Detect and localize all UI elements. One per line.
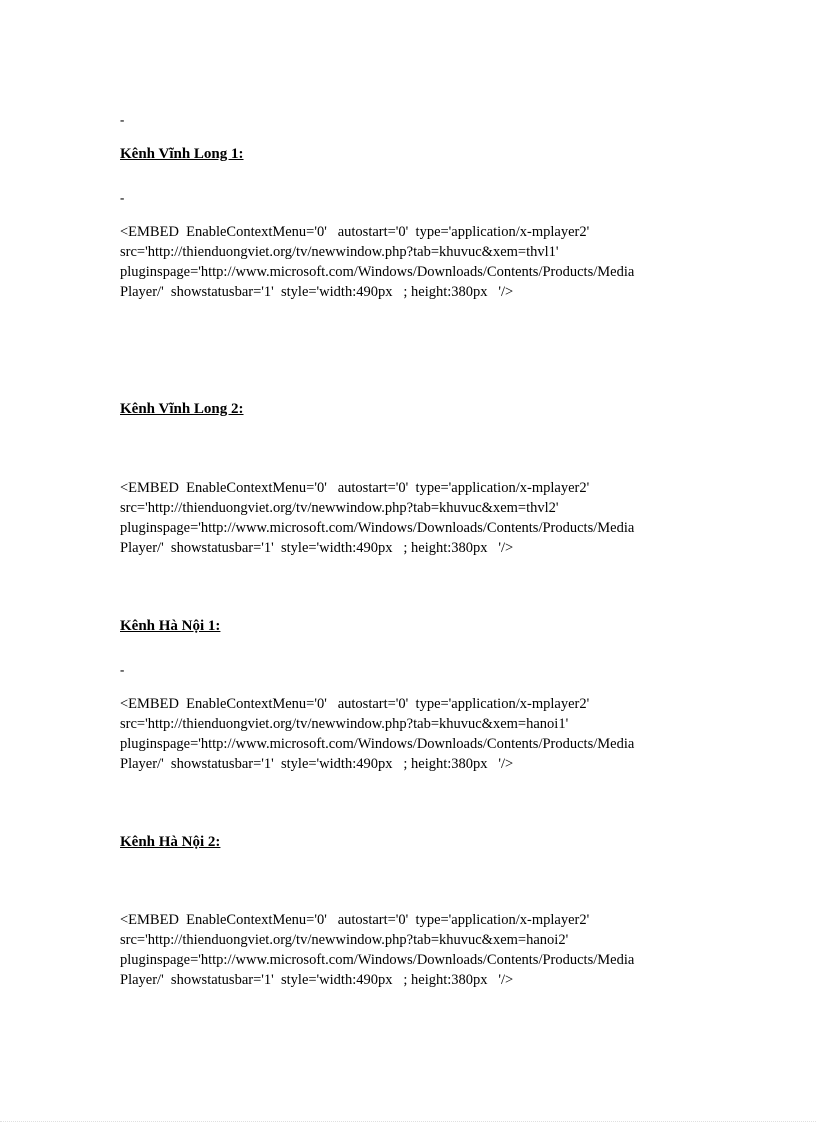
- section-heading-vinh-long-1: Kênh Vĩnh Long 1:: [120, 146, 244, 162]
- code-line: <EMBED EnableContextMenu='0' autostart='0' type='application/x-mplayer2': [120, 696, 590, 712]
- bullet-dash: -: [120, 662, 125, 677]
- code-line: Player/' showstatusbar='1' style='width:490px ; height:380px '/>: [120, 756, 514, 772]
- embed-code-ha-noi-1: [120, 694, 720, 774]
- code-line: pluginspage='http://www.microsoft.com/Windows/Downloads/Contents/Products/Media: [120, 264, 635, 280]
- embed-code-ha-noi-2: [120, 910, 720, 990]
- code-line: Player/' showstatusbar='1' style='width:490px ; height:380px '/>: [120, 540, 514, 556]
- code-line: Player/' showstatusbar='1' style='width:490px ; height:380px '/>: [120, 284, 514, 300]
- code-line: <EMBED EnableContextMenu='0' autostart='0' type='application/x-mplayer2': [120, 224, 590, 240]
- code-line: src='http://thienduongviet.org/tv/newwindow.php?tab=khuvuc&xem=thvl2': [120, 500, 559, 516]
- code-line: Player/' showstatusbar='1' style='width:490px ; height:380px '/>: [120, 972, 514, 988]
- section-heading-ha-noi-1: Kênh Hà Nội 1:: [120, 618, 221, 634]
- code-line: <EMBED EnableContextMenu='0' autostart='0' type='application/x-mplayer2': [120, 480, 590, 496]
- code-line: pluginspage='http://www.microsoft.com/Windows/Downloads/Contents/Products/Media: [120, 520, 635, 536]
- code-line: pluginspage='http://www.microsoft.com/Windows/Downloads/Contents/Products/Media: [120, 952, 635, 968]
- code-line: pluginspage='http://www.microsoft.com/Windows/Downloads/Contents/Products/Media: [120, 736, 635, 752]
- code-line: src='http://thienduongviet.org/tv/newwindow.php?tab=khuvuc&xem=hanoi2': [120, 932, 569, 948]
- page-bottom-divider: [0, 1121, 816, 1122]
- leading-dash: -: [120, 112, 125, 127]
- code-line: src='http://thienduongviet.org/tv/newwindow.php?tab=khuvuc&xem=thvl1': [120, 244, 559, 260]
- embed-code-vinh-long-1: [120, 222, 720, 302]
- bullet-dash: -: [120, 190, 125, 205]
- code-line: src='http://thienduongviet.org/tv/newwindow.php?tab=khuvuc&xem=hanoi1': [120, 716, 569, 732]
- section-heading-vinh-long-2: Kênh Vĩnh Long 2:: [120, 401, 244, 417]
- code-line: <EMBED EnableContextMenu='0' autostart='0' type='application/x-mplayer2': [120, 912, 590, 928]
- embed-code-vinh-long-2: [120, 478, 720, 558]
- section-heading-ha-noi-2: Kênh Hà Nội 2:: [120, 834, 221, 850]
